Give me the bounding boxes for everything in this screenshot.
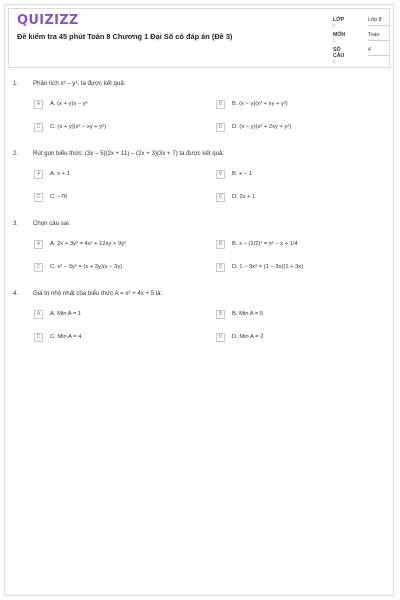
- question-number: 2.: [13, 150, 19, 157]
- option-letter-box: D: [216, 333, 225, 342]
- question-text: Phân tích x³ – y³, ta được kết quả:: [33, 80, 126, 87]
- question-text: Rút gọn biểu thức: (3x – 5)(2x + 11) – (2x + 3)(3x + 7) ta được kết quả:: [33, 150, 225, 157]
- meta-value: 4: [368, 47, 390, 56]
- option-text: A. x + 1: [50, 171, 70, 177]
- meta-label: LỚP :: [333, 17, 344, 29]
- meta-value: Lớp 8: [368, 17, 390, 26]
- option-text: B. x – (1/2)² = x² – x + 1/4: [232, 241, 298, 247]
- question-number: 1.: [13, 80, 19, 87]
- option-text: B. (x – y)(x² + xy + y²): [232, 101, 288, 107]
- option-text: B. x − 1: [232, 171, 252, 177]
- option-text: A. Min A = 1: [50, 311, 82, 317]
- option-letter-box: B: [216, 310, 225, 319]
- option-text: A. 2x + 3y² = 4x² + 12xy + 9y²: [50, 241, 127, 247]
- quizizz-logo: QUIZIZZ: [17, 13, 79, 28]
- question-number: 3.: [13, 220, 19, 227]
- option-letter-box: A: [34, 310, 43, 319]
- option-letter-box: C: [34, 263, 43, 272]
- question-number: 4.: [13, 290, 19, 297]
- option-text: D. (x – y)(x² + 2xy + y²): [232, 124, 292, 130]
- option-letter-box: D: [216, 193, 225, 202]
- meta-label: MÔN :: [333, 32, 346, 44]
- option-letter-box: D: [216, 263, 225, 272]
- option-letter-box: C: [34, 193, 43, 202]
- option-text: D. Min A = 2: [232, 334, 264, 340]
- option-letter-box: A: [34, 100, 43, 109]
- option-text: D. 1 – 9x² = (1 – 3x)(1 + 3x): [232, 264, 304, 270]
- option-letter-box: A: [34, 170, 43, 179]
- option-letter-box: C: [34, 123, 43, 132]
- option-letter-box: D: [216, 123, 225, 132]
- option-text: C. Min A = 4: [50, 334, 82, 340]
- option-text: C. x² – 3y² = (x + 3y)(x – 3y): [50, 264, 123, 270]
- option-text: B. Min A = 5: [232, 311, 264, 317]
- question-text: Chọn câu sai:: [33, 220, 71, 227]
- option-text: C. (x + y)(x² – xy + y²): [50, 124, 107, 130]
- option-letter-box: B: [216, 170, 225, 179]
- question-text: Giá trị nhỏ nhất của biểu thức A = x² + 4x + 5 là:: [33, 290, 163, 297]
- option-letter-box: C: [34, 333, 43, 342]
- option-letter-box: B: [216, 240, 225, 249]
- option-letter-box: A: [34, 240, 43, 249]
- meta-value: Toán: [368, 32, 390, 41]
- option-text: C. −76: [50, 194, 68, 200]
- option-letter-box: B: [216, 100, 225, 109]
- document-title: Đề kiểm tra 45 phút Toán 8 Chương 1 Đại Số có đáp án (Đề 3): [17, 32, 233, 41]
- page-frame: [4, 4, 394, 596]
- option-text: D. 2x + 1: [232, 194, 256, 200]
- meta-label: SỐ CÂU :: [333, 47, 345, 65]
- option-text: A. (x + y)x – y²: [50, 101, 88, 107]
